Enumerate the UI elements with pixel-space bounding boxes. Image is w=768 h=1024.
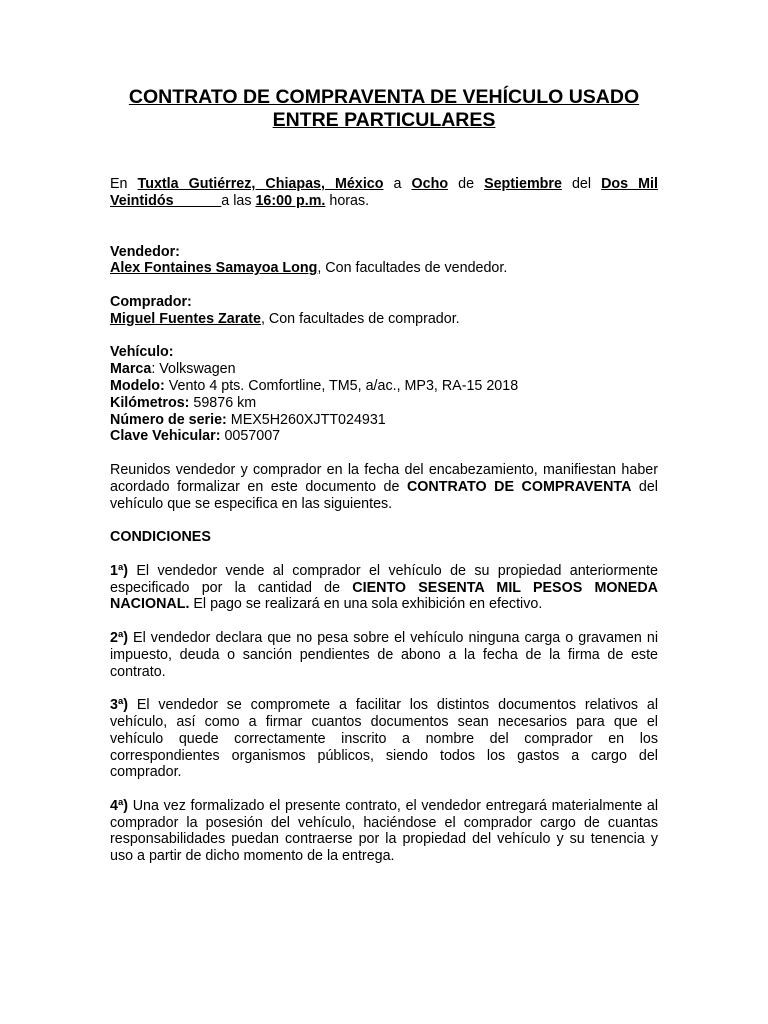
serial-label: Número de serie: [110, 411, 227, 428]
seller-heading: Vendedor: [110, 243, 180, 260]
brand-label: Marca [110, 361, 152, 378]
condition-3-text: El vendedor se compromete a facilitar los distintos documentos relativos al vehículo, así como a firmar cuantos documentos sean necesarios para que el vehículo quede correctamente inscrito a nombre del comprador en los correspondientes organismos públicos, siendo todos los gastos a cargo del comprador. [110, 697, 658, 781]
buyer-heading: Comprador: [110, 293, 192, 310]
intro-place: Tuxtla Gutiérrez, Chiapas, México [137, 176, 384, 192]
agreement-text-1: Reunidos vendedor y comprador en la fecha del encabezamiento, manifiestan haber acordado formalizar en este documento de [110, 461, 658, 495]
condition-1-amount: CIENTO SESENTA MIL PESOS MONEDA NACIONAL. [110, 579, 658, 613]
km-value: 59876 km [189, 394, 257, 411]
intro-del: del [561, 176, 602, 192]
buyer-section [110, 294, 658, 328]
condition-1 [110, 563, 658, 613]
vehicle-section [110, 344, 658, 445]
vehicle-heading: Vehículo: [110, 344, 174, 361]
condition-2-text: El vendedor declara que no pesa sobre el vehículo ninguna carga o gravamen ni impuesto, deuda o sanción pendientes de abono a la fecha de la firma de este contrato. [110, 629, 658, 680]
condition-4 [110, 798, 658, 865]
intro-month: Septiembre [484, 176, 562, 192]
intro-a: a [383, 176, 412, 192]
condition-2-number: 2ª) [110, 629, 129, 646]
buyer-note: , Con facultades de comprador. [260, 310, 460, 327]
intro-de: de [448, 176, 485, 192]
seller-section [110, 244, 658, 278]
condition-1-text-2: El pago se realizará en una sola exhibición en efectivo. [189, 596, 543, 613]
condition-1-text-1: El vendedor vende al comprador el vehículo de su propiedad anteriormente especificado por la cantidad de [110, 562, 658, 596]
conditions-heading-text: CONDICIONES [110, 529, 211, 546]
intro-paragraph [110, 176, 658, 210]
agreement-text-2: del vehículo que se especifica en las siguientes. [110, 478, 658, 512]
intro-en: En [110, 176, 128, 192]
title-line-2: ENTRE PARTICULARES [272, 109, 496, 131]
seller-name: Alex Fontaines Samayoa Long [110, 260, 318, 277]
intro-year-text: Dos Mil Veintidós [110, 176, 658, 209]
document-body [110, 176, 658, 865]
condition-2 [110, 630, 658, 680]
condition-1-number: 1ª) [110, 562, 129, 579]
conditions-heading [110, 529, 658, 546]
intro-time: 16:00 p.m. [255, 192, 326, 209]
condition-4-number: 4ª) [110, 797, 129, 814]
agreement-paragraph [110, 462, 658, 512]
brand-value: : Volkswagen [151, 361, 236, 378]
intro-horas: horas. [325, 192, 370, 209]
condition-3 [110, 697, 658, 781]
vehicle-key-label: Clave Vehicular: [110, 428, 221, 445]
seller-note: , Con facultades de vendedor. [317, 260, 508, 277]
model-label: Modelo: [110, 377, 165, 394]
serial-value: MEX5H260XJTT024931 [226, 411, 386, 428]
intro-blank: ______ [173, 192, 222, 209]
title-line-1: CONTRATO DE COMPRAVENTA DE VEHÍCULO USADO [128, 86, 640, 108]
model-value: Vento 4 pts. Comfortline, TM5, a/ac., MP3, RA-15 2018 [164, 377, 519, 394]
intro-a-las: a las [221, 192, 256, 209]
condition-3-number: 3ª) [110, 697, 129, 714]
condition-4-text: Una vez formalizado el presente contrato, el vendedor entregará materialmente al comprador la posesión del vehículo, haciéndose el comprador cargo de cuantas responsabilidades puedan contraerse por la propiedad del vehículo y su tenencia y uso a partir de dicho momento de la entrega. [110, 797, 658, 865]
km-label: Kilómetros: [110, 394, 190, 411]
buyer-name: Miguel Fuentes Zarate [110, 310, 261, 327]
intro-day: Ocho [411, 176, 449, 192]
vehicle-key-value: 0057007 [220, 428, 281, 445]
document-title [100, 86, 668, 132]
agreement-bold: CONTRATO DE COMPRAVENTA [406, 478, 632, 495]
